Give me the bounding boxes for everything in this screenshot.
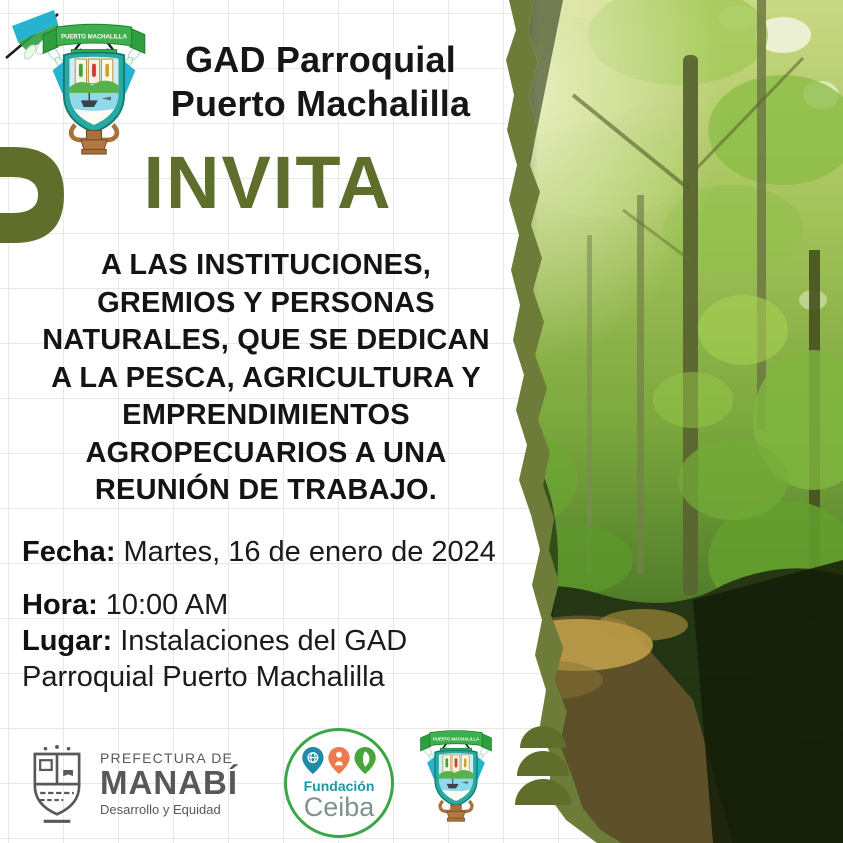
org-title-line2: Puerto Machalilla [170,83,471,124]
globe-pin-icon [302,746,323,773]
announcement-line: AGROPECUARIOS A UNA [85,436,447,469]
announcement-text [8,247,524,510]
hora-label: Hora: [22,589,98,621]
ceiba-pins-icon [301,746,377,775]
prefectura-shield-icon [26,744,88,826]
invita-heading: INVITA [143,141,393,224]
lugar-value: Instalaciones del GAD Parroquial Puerto Machalilla [22,625,408,693]
announcement-line: A LAS INSTITUCIONES, [101,249,431,281]
tree-dome-top [520,726,566,748]
lugar-row [22,623,527,695]
org-title [148,38,493,126]
fecha-row [22,534,527,570]
prefectura-manabi-logo [26,744,238,826]
tree-icon [515,726,571,805]
announcement-line: GREMIOS Y PERSONAS [97,286,435,319]
crest-logo-bottom [410,722,502,822]
prefectura-line2: MANABÍ [100,764,238,801]
leaf-pin-icon [354,746,375,773]
announcement-line: NATURALES, QUE SE DEDICAN [42,324,490,356]
ceiba-name-line2: Ceiba [303,791,375,822]
hora-value: 10:00 AM [105,589,229,621]
fundacion-ceiba-logo [284,728,394,838]
person-pin-icon [328,746,349,773]
fecha-label: Fecha: [22,536,116,568]
org-title-line1: GAD Parroquial [185,39,456,80]
event-details [22,534,527,695]
crest-logo-top [28,12,160,155]
lugar-label: Lugar: [22,625,113,657]
announcement-line: EMPRENDIMIENTOS [122,399,410,431]
tree-dome-bottom [515,779,571,805]
hora-row [22,587,527,623]
tree-dome-middle [517,751,569,776]
announcement-line: REUNIÓN DE TRABAJO. [94,474,438,506]
ceiba-name-line1: Fundación [303,777,375,794]
fecha-value: Martes, 16 de enero de 2024 [123,536,496,568]
prefectura-line3: Desarrollo y Equidad [100,802,221,817]
prefectura-line1: PREFECTURA DE [100,750,234,766]
announcement-line: A LA PESCA, AGRICULTURA Y [51,361,481,394]
